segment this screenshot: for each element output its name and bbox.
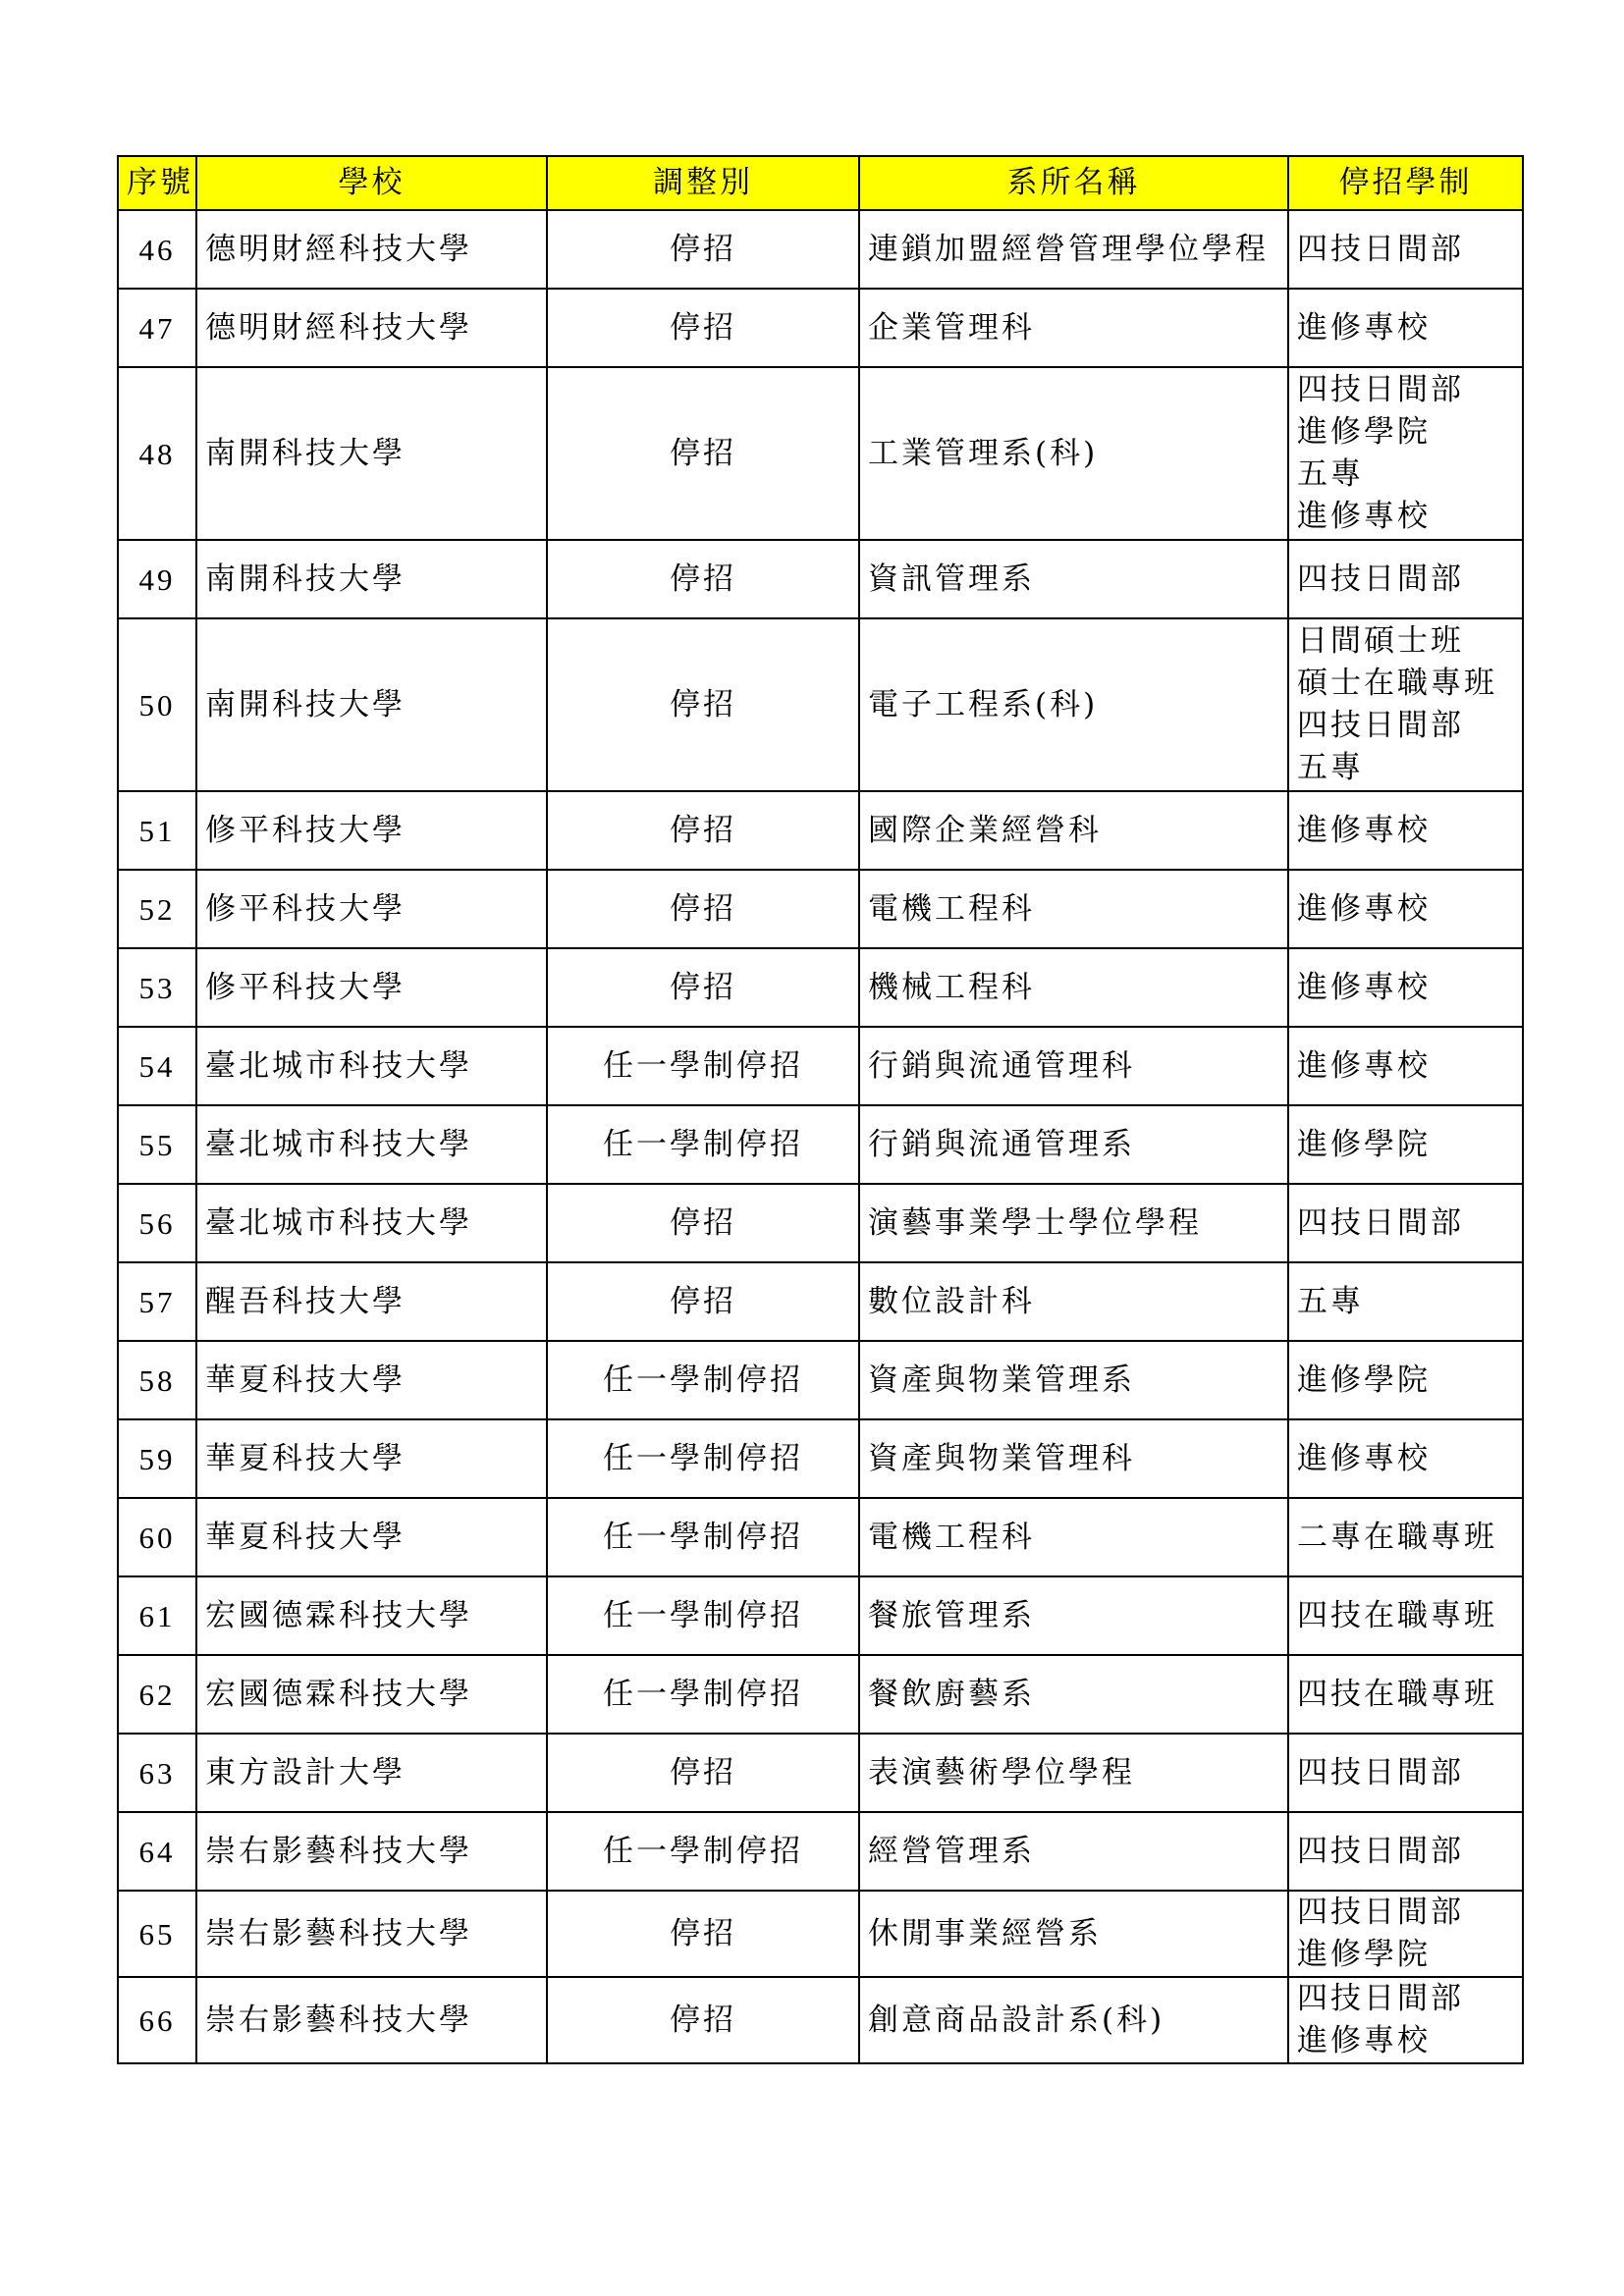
cell-type: 任一學制停招 [547, 1027, 859, 1105]
cell-system [1288, 1655, 1523, 1734]
table-row [118, 540, 1523, 618]
cell-system [1288, 791, 1523, 870]
system-item: 進修學院 [1297, 1937, 1431, 1972]
table-header [118, 156, 1523, 210]
cell-dept: 表演藝術學位學程 [859, 1734, 1288, 1812]
cell-school: 醒吾科技大學 [196, 1262, 547, 1341]
table-body [118, 210, 1523, 2063]
cell-type: 停招 [547, 791, 859, 870]
table-row [118, 1105, 1523, 1184]
cell-type: 任一學制停招 [547, 1498, 859, 1576]
cell-school: 德明財經科技大學 [196, 210, 547, 289]
system-item: 五專 [1297, 1283, 1364, 1319]
cell-type: 停招 [547, 948, 859, 1027]
cell-school: 修平科技大學 [196, 948, 547, 1027]
cell-seq: 48 [118, 367, 196, 540]
cell-system [1288, 1027, 1523, 1105]
cell-type: 任一學制停招 [547, 1812, 859, 1891]
system-item: 二專在職專班 [1297, 1519, 1497, 1555]
cell-system [1288, 1891, 1523, 1977]
cell-system [1288, 210, 1523, 289]
table-row [118, 1576, 1523, 1655]
cell-system [1288, 367, 1523, 540]
system-item: 四技日間部 [1297, 372, 1464, 407]
header-dept: 系所名稱 [859, 156, 1288, 210]
cell-seq: 49 [118, 540, 196, 618]
cell-school: 東方設計大學 [196, 1734, 547, 1812]
header-row [118, 156, 1523, 210]
cell-seq: 54 [118, 1027, 196, 1105]
cell-type: 停招 [547, 540, 859, 618]
cell-seq: 55 [118, 1105, 196, 1184]
cell-seq: 52 [118, 870, 196, 948]
system-item: 進修專校 [1297, 2023, 1431, 2058]
cell-dept: 資訊管理系 [859, 540, 1288, 618]
cell-school: 臺北城市科技大學 [196, 1027, 547, 1105]
system-item: 進修專校 [1297, 1047, 1431, 1084]
cell-dept: 數位設計科 [859, 1262, 1288, 1341]
cell-seq: 46 [118, 210, 196, 289]
cell-type: 任一學制停招 [547, 1576, 859, 1655]
cell-school: 南開科技大學 [196, 618, 547, 791]
system-item: 進修學院 [1297, 1362, 1431, 1398]
table-row [118, 1977, 1523, 2063]
table-row [118, 1734, 1523, 1812]
cell-dept: 行銷與流通管理科 [859, 1027, 1288, 1105]
table-row [118, 1812, 1523, 1891]
cell-school: 宏國德霖科技大學 [196, 1655, 547, 1734]
cell-type: 停招 [547, 870, 859, 948]
cell-school: 德明財經科技大學 [196, 289, 547, 367]
system-item: 四技日間部 [1297, 708, 1464, 743]
discontinued-programs-table [117, 155, 1524, 2064]
cell-seq: 63 [118, 1734, 196, 1812]
cell-school: 華夏科技大學 [196, 1341, 547, 1419]
cell-dept: 連鎖加盟經營管理學位學程 [859, 210, 1288, 289]
table-row [118, 618, 1523, 791]
cell-dept: 工業管理系(科) [859, 367, 1288, 540]
system-item: 進修專校 [1297, 499, 1431, 534]
cell-school: 臺北城市科技大學 [196, 1184, 547, 1262]
cell-system [1288, 1341, 1523, 1419]
cell-school: 崇右影藝科技大學 [196, 1812, 547, 1891]
cell-type: 停招 [547, 367, 859, 540]
cell-seq: 57 [118, 1262, 196, 1341]
cell-type: 任一學制停招 [547, 1419, 859, 1498]
cell-dept: 機械工程科 [859, 948, 1288, 1027]
table-row [118, 210, 1523, 289]
cell-school: 修平科技大學 [196, 791, 547, 870]
cell-type: 任一學制停招 [547, 1105, 859, 1184]
cell-dept: 資產與物業管理系 [859, 1341, 1288, 1419]
cell-seq: 59 [118, 1419, 196, 1498]
cell-school: 華夏科技大學 [196, 1498, 547, 1576]
cell-seq: 60 [118, 1498, 196, 1576]
cell-seq: 61 [118, 1576, 196, 1655]
cell-school: 南開科技大學 [196, 367, 547, 540]
cell-system [1288, 870, 1523, 948]
cell-system [1288, 948, 1523, 1027]
cell-seq: 64 [118, 1812, 196, 1891]
cell-type: 停招 [547, 289, 859, 367]
table-row [118, 289, 1523, 367]
cell-type: 停招 [547, 210, 859, 289]
cell-seq: 53 [118, 948, 196, 1027]
cell-dept: 餐旅管理系 [859, 1576, 1288, 1655]
system-item: 進修學院 [1297, 414, 1431, 450]
cell-type: 任一學制停招 [547, 1655, 859, 1734]
system-item: 碩士在職專班 [1297, 666, 1497, 701]
cell-system [1288, 618, 1523, 791]
cell-dept: 餐飲廚藝系 [859, 1655, 1288, 1734]
system-item: 四技日間部 [1297, 1833, 1464, 1869]
cell-system [1288, 1812, 1523, 1891]
header-school: 學校 [196, 156, 547, 210]
cell-type: 停招 [547, 618, 859, 791]
cell-school: 南開科技大學 [196, 540, 547, 618]
cell-system [1288, 1498, 1523, 1576]
cell-school: 臺北城市科技大學 [196, 1105, 547, 1184]
header-system: 停招學制 [1288, 156, 1523, 210]
cell-dept: 國際企業經營科 [859, 791, 1288, 870]
system-item: 日間碩士班 [1297, 623, 1464, 659]
cell-dept: 電機工程科 [859, 870, 1288, 948]
cell-system [1288, 1184, 1523, 1262]
table-row [118, 1027, 1523, 1105]
system-item: 五專 [1297, 456, 1364, 492]
cell-dept: 休閒事業經營系 [859, 1891, 1288, 1977]
cell-dept: 資產與物業管理科 [859, 1419, 1288, 1498]
table-row [118, 1262, 1523, 1341]
cell-seq: 47 [118, 289, 196, 367]
cell-system [1288, 1734, 1523, 1812]
table-row [118, 1419, 1523, 1498]
table-row [118, 1498, 1523, 1576]
cell-dept: 行銷與流通管理系 [859, 1105, 1288, 1184]
system-item: 進修專校 [1297, 969, 1431, 1005]
table-row [118, 791, 1523, 870]
cell-dept: 企業管理科 [859, 289, 1288, 367]
system-item: 進修專校 [1297, 890, 1431, 927]
cell-seq: 62 [118, 1655, 196, 1734]
cell-school: 華夏科技大學 [196, 1419, 547, 1498]
cell-type: 停招 [547, 1977, 859, 2063]
cell-system [1288, 1105, 1523, 1184]
system-item: 進修專校 [1297, 812, 1431, 848]
table-row [118, 1341, 1523, 1419]
system-item: 進修專校 [1297, 1440, 1431, 1476]
cell-school: 崇右影藝科技大學 [196, 1977, 547, 2063]
cell-system [1288, 1576, 1523, 1655]
system-item: 四技在職專班 [1297, 1597, 1497, 1633]
cell-seq: 50 [118, 618, 196, 791]
cell-school: 崇右影藝科技大學 [196, 1891, 547, 1977]
table-row [118, 1655, 1523, 1734]
table-row [118, 948, 1523, 1027]
cell-dept: 電機工程科 [859, 1498, 1288, 1576]
table-row [118, 367, 1523, 540]
cell-system [1288, 289, 1523, 367]
cell-seq: 51 [118, 791, 196, 870]
cell-dept: 演藝事業學士學位學程 [859, 1184, 1288, 1262]
system-item: 四技日間部 [1297, 1204, 1464, 1241]
cell-seq: 56 [118, 1184, 196, 1262]
cell-system [1288, 540, 1523, 618]
cell-type: 停招 [547, 1184, 859, 1262]
header-seq: 序號 [118, 156, 196, 210]
cell-seq: 65 [118, 1891, 196, 1977]
system-item: 四技日間部 [1297, 561, 1464, 597]
cell-school: 宏國德霖科技大學 [196, 1576, 547, 1655]
cell-school: 修平科技大學 [196, 870, 547, 948]
cell-system [1288, 1419, 1523, 1498]
system-item: 進修專校 [1297, 309, 1431, 346]
system-item: 四技日間部 [1297, 1754, 1464, 1790]
cell-dept: 電子工程系(科) [859, 618, 1288, 791]
header-type: 調整別 [547, 156, 859, 210]
table-row [118, 870, 1523, 948]
system-item: 四技日間部 [1297, 1981, 1464, 2016]
system-item: 進修學院 [1297, 1126, 1431, 1162]
cell-type: 停招 [547, 1262, 859, 1341]
cell-type: 停招 [547, 1891, 859, 1977]
system-item: 四技在職專班 [1297, 1676, 1497, 1712]
cell-seq: 66 [118, 1977, 196, 2063]
system-item: 四技日間部 [1297, 231, 1464, 267]
cell-dept: 經營管理系 [859, 1812, 1288, 1891]
table-row [118, 1891, 1523, 1977]
system-item: 五專 [1297, 750, 1364, 785]
table-row [118, 1184, 1523, 1262]
cell-system [1288, 1977, 1523, 2063]
cell-seq: 58 [118, 1341, 196, 1419]
cell-system [1288, 1262, 1523, 1341]
cell-type: 停招 [547, 1734, 859, 1812]
cell-dept: 創意商品設計系(科) [859, 1977, 1288, 2063]
cell-type: 任一學制停招 [547, 1341, 859, 1419]
system-item: 四技日間部 [1297, 1895, 1464, 1930]
